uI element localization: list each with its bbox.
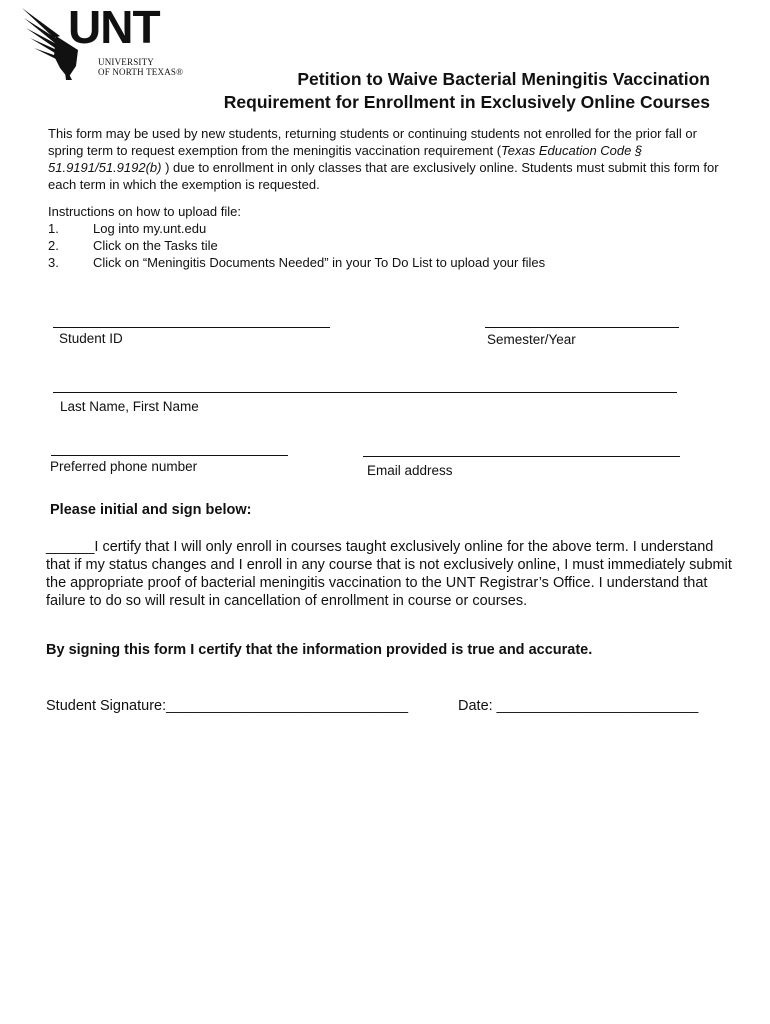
step-number: 3.	[48, 255, 59, 270]
intro-text-2: ) due to enrollment in only classes that are exclusively online. Students must submit this form for each term in which the exemption is requested.	[48, 160, 719, 192]
logo-north-texas: OF NORTH TEXAS®	[98, 67, 184, 77]
intro-text-1: This form may be used by new students, returning students or continuing students not enrolled for the prior fall or spring term to request exemption from the meningitis vaccination requirement (	[48, 126, 697, 158]
upload-instructions	[48, 204, 728, 274]
instructions-heading: Instructions on how to upload file:	[48, 204, 241, 219]
logo-wordmark: UNT	[68, 1, 160, 53]
email-field[interactable]	[363, 456, 680, 457]
student-signature-field[interactable]: Student Signature:______________________________	[46, 698, 409, 714]
step-text: Click on the Tasks tile	[93, 238, 218, 253]
sign-heading: Please initial and sign below:	[50, 502, 252, 518]
form-title-line-2: Requirement for Enrollment in Exclusively Online Courses	[223, 92, 710, 112]
logo-university: UNIVERSITY	[98, 57, 154, 67]
semester-year-label: Semester/Year	[487, 332, 576, 347]
date-field[interactable]: Date: _________________________	[458, 698, 699, 714]
semester-year-field[interactable]	[485, 327, 679, 328]
intro-paragraph	[48, 125, 728, 193]
student-id-label: Student ID	[59, 331, 123, 346]
step-text: Log into my.unt.edu	[93, 221, 207, 236]
step-number: 2.	[48, 238, 59, 253]
phone-label: Preferred phone number	[50, 459, 198, 474]
instruction-step	[48, 221, 728, 237]
intro-citation: Texas Education Code § 51.9191/51.9192(b)	[48, 143, 643, 175]
form-title-line-1: Petition to Waive Bacterial Meningitis Vaccination	[297, 69, 710, 89]
certification-paragraph: ______I certify that I will only enroll in courses taught exclusively online for the above term. I understand that if my status changes and I enroll in any course that is not exclusively online, I must immediately submit the appropriate proof of bacterial meningitis vaccination to the UNT Registrar’s Office. I understand that failure to do so will result in cancellation of enrollment in course or courses.	[46, 539, 732, 609]
instruction-step	[48, 255, 728, 271]
student-id-field[interactable]	[53, 327, 330, 328]
name-label: Last Name, First Name	[60, 399, 199, 414]
email-label: Email address	[367, 463, 453, 478]
step-text: Click on “Meningitis Documents Needed” in your To Do List to upload your files	[93, 255, 546, 270]
name-field[interactable]	[53, 392, 677, 393]
step-number: 1.	[48, 221, 59, 236]
attestation-statement: By signing this form I certify that the information provided is true and accurate.	[46, 642, 593, 658]
instruction-step	[48, 238, 728, 254]
phone-field[interactable]	[51, 455, 288, 456]
